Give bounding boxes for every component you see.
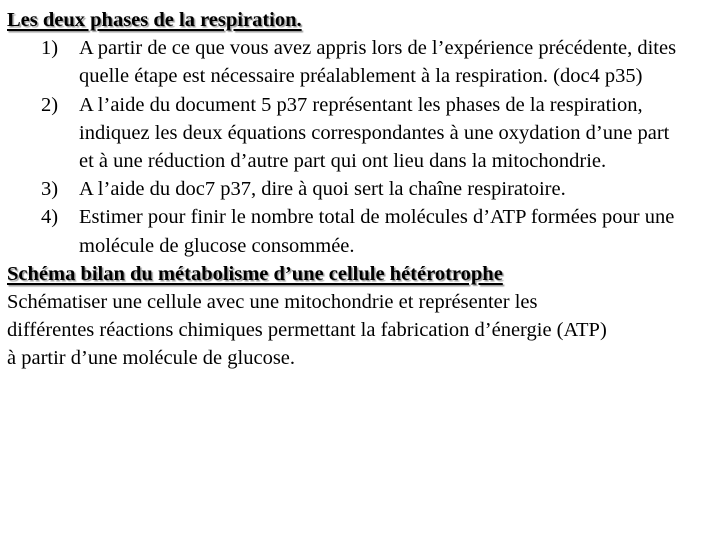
instruction-paragraph	[7, 288, 717, 373]
question-text: A partir de ce que vous avez appris lors de l’expérience précédente, dites quelle étape est nécessaire préalablement à la respiration. (doc4 p35)	[79, 37, 677, 88]
question-item	[7, 175, 717, 203]
document-page	[7, 6, 717, 373]
question-text: A l’aide du document 5 p37 représentant les phases de la respiration, indiquez les deux équations correspondantes à une oxydation d’une part et à une réduction d’autre part qui ont lieu dans la mitochondrie.	[79, 93, 670, 173]
instruction-line: différentes réactions chimiques permettant la fabrication d’énergie (ATP)	[7, 319, 607, 342]
question-number: 2)	[41, 93, 59, 116]
question-list	[7, 34, 717, 260]
instruction-line: à partir d’une molécule de glucose.	[7, 347, 296, 370]
question-number: 1)	[41, 37, 59, 60]
question-item	[7, 91, 717, 176]
section-title-schema-bilan: Schéma bilan du métabolisme d’une cellule hétérotrophe	[7, 262, 503, 285]
question-text: Estimer pour finir le nombre total de molécules d’ATP formées pour une molécule de glucose consommée.	[79, 206, 675, 257]
question-item	[7, 203, 717, 259]
question-number: 4)	[41, 206, 59, 229]
instruction-line: Schématiser une cellule avec une mitochondrie et représenter les	[7, 291, 538, 314]
section-title-respiration: Les deux phases de la respiration.	[7, 9, 302, 31]
question-item	[7, 34, 717, 90]
question-text: A l’aide du doc7 p37, dire à quoi sert la chaîne respiratoire.	[79, 178, 566, 201]
question-number: 3)	[41, 178, 59, 201]
